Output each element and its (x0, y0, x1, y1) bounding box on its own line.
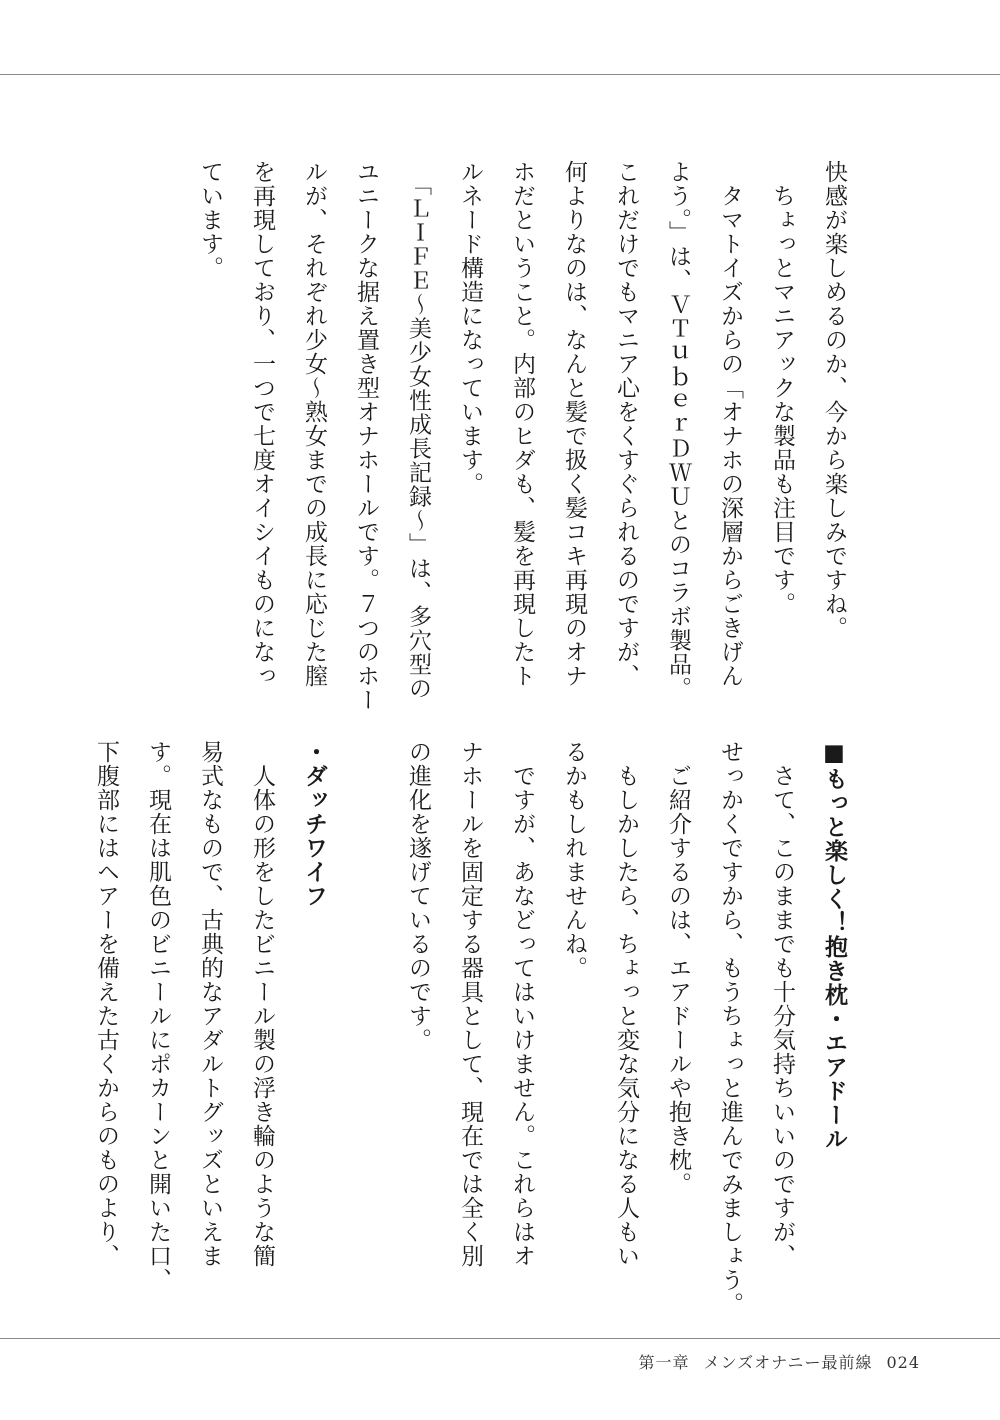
text-line: せっかくですから、もうちょっと進んでみましょう。 (717, 740, 743, 1316)
text-line: ルネード構造になっています。 (457, 160, 483, 496)
text-line: よう。」は、ＶＴｕｂｅｒＤＷＵとのコラボ製品。 (665, 160, 691, 701)
section-heading: ■もっと楽しく！抱き枕・エアドール (821, 740, 847, 1151)
text-line: の進化を遂げているのです。 (405, 740, 431, 1052)
section-heading: ・ダッチワイフ (301, 740, 327, 908)
text-line: ルが、それぞれ少女～熟女までの成長に応じた膣 (301, 160, 327, 688)
upper-text-block (184, 160, 860, 712)
text-line: 「ＬＩＦＥ～美少女性成長記録～」は、多穴型の (405, 160, 431, 701)
page-footer (625, 1350, 920, 1373)
bottom-rule (0, 1338, 1000, 1339)
text-line: 人体の形をしたビニール製の浮き輪のような簡 (249, 740, 275, 1268)
text-line: 何よりなのは、なんと髪で扱く髪コキ再現のオナ (561, 160, 587, 688)
text-line: ちょっとマニアックな製品も注目です。 (769, 160, 795, 616)
text-line: ナホールを固定する器具として、現在では全く別 (457, 740, 483, 1268)
text-line: ですが、あなどってはいけません。これらはオ (509, 740, 535, 1268)
text-line: タマトイズからの「オナホの深層からごきげん (717, 160, 743, 688)
text-line: ホだということ。内部のヒダも、髪を再現したト (509, 160, 535, 688)
chapter-label: 第一章 (638, 1353, 690, 1372)
text-line: ご紹介するのは、エアドールや抱き枕。 (665, 740, 691, 1196)
text-line: す。現在は肌色のビニールにポカーンと開いた口、 (145, 740, 171, 1292)
text-line: るかもしれませんね。 (561, 740, 587, 980)
text-line: さて、このままでも十分気持ちいいのですが、 (769, 740, 795, 1268)
text-line: ています。 (197, 160, 223, 280)
top-rule (0, 74, 1000, 75)
text-line: 快感が楽しめるのか、今から楽しみですね。 (821, 160, 847, 640)
lower-text-block (80, 740, 860, 1316)
text-line: 下腹部にはヘアーを備えた古くからのものより、 (93, 740, 119, 1268)
text-line: もしかしたら、ちょっと変な気分になる人もい (613, 740, 639, 1268)
text-line: ユニークな据え置き型オナホールです。７つのホー (353, 160, 379, 712)
text-line: 易式なもので、古典的なアダルトグッズといえま (197, 740, 223, 1268)
text-line (340, 740, 392, 1300)
chapter-title: メンズオナニー最前線 (703, 1353, 873, 1372)
text-line: これだけでもマニア心をくすぐられるのですが、 (613, 160, 639, 688)
text-line: を再現しており、一つで七度オイシイものになっ (249, 160, 275, 688)
page-number: 024 (886, 1353, 920, 1372)
